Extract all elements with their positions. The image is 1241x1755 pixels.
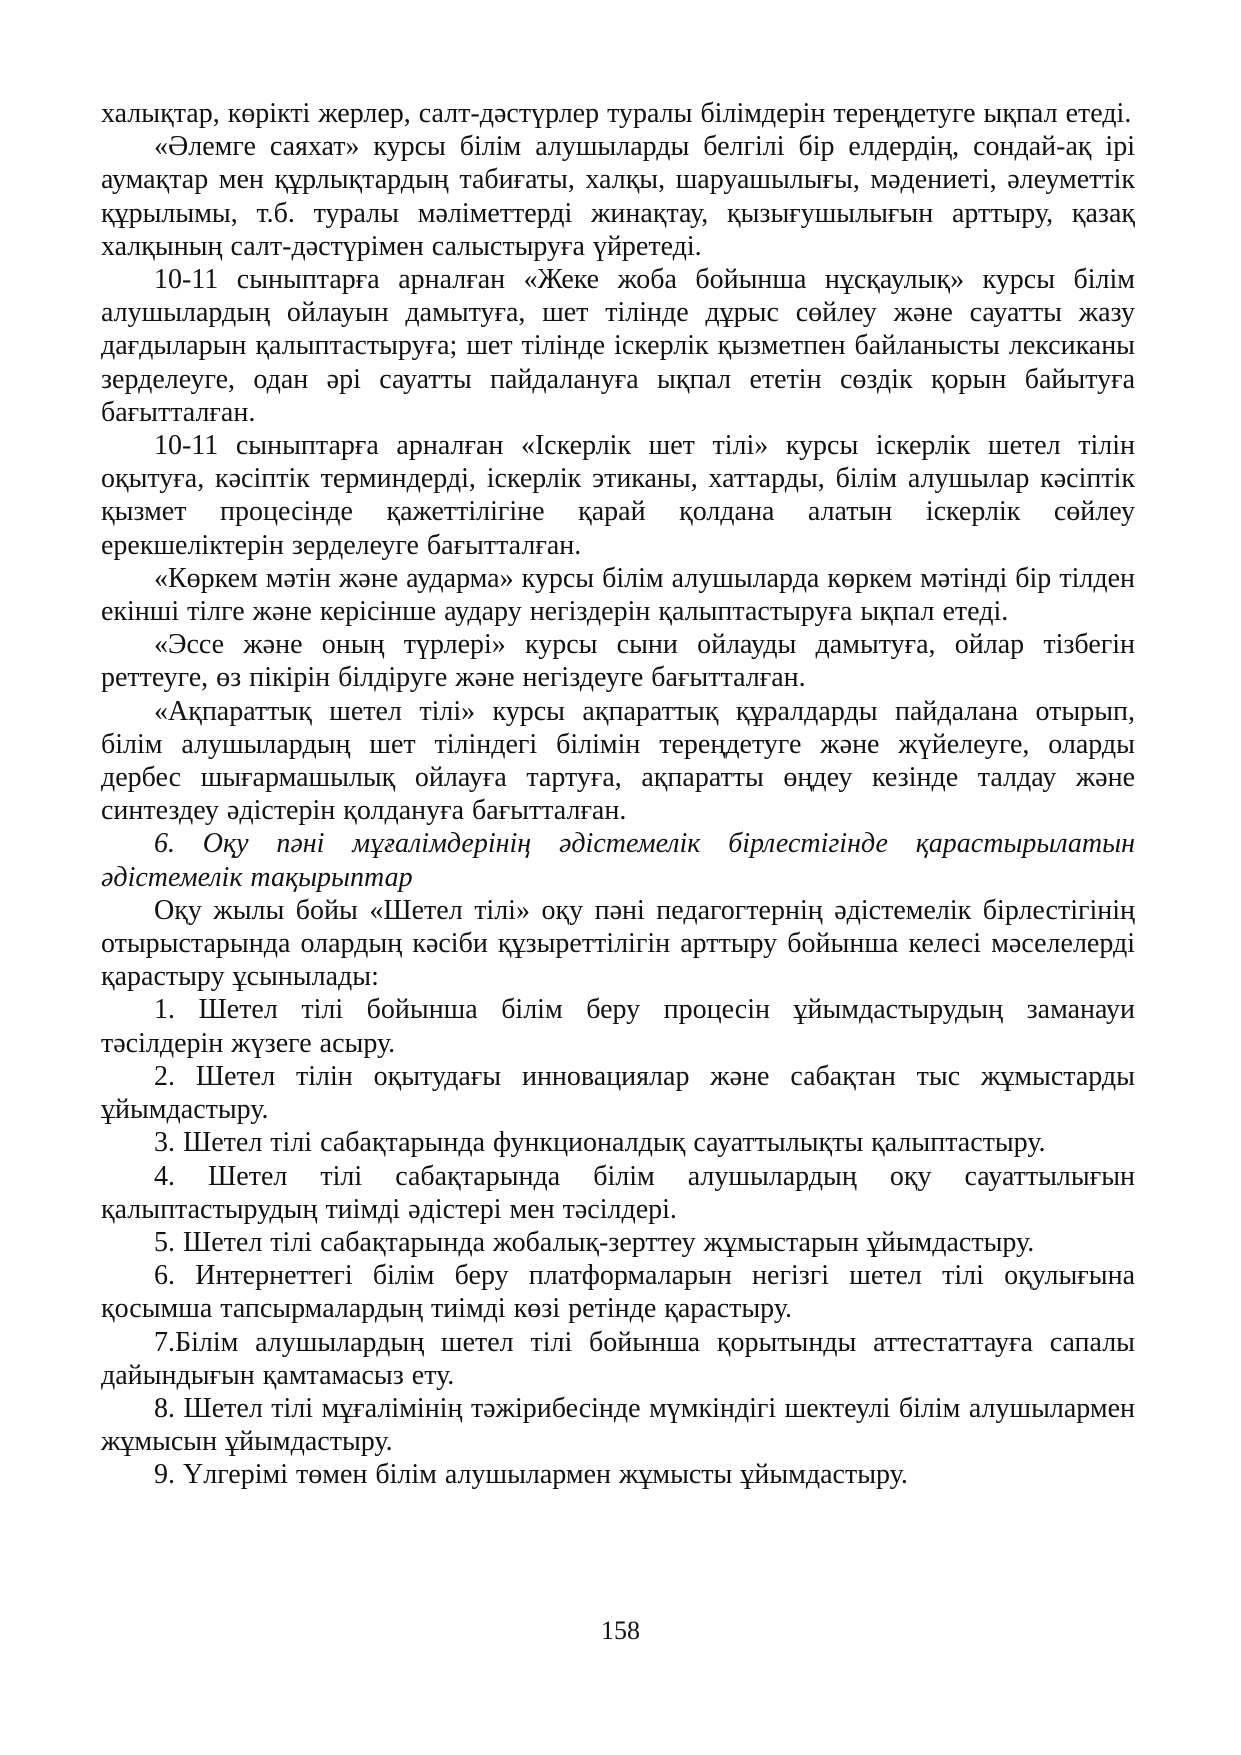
paragraph-continuation: халықтар, көрікті жерлер, салт-дәстүрлер туралы білімдерін тереңдетуге ықпал етеді.: [101, 98, 1132, 129]
paragraph-course-akparattyk-shetel-tili: «Ақпараттық шетел тілі» курсы ақпараттық құралдарды пайдалана отырып, білім алушылардың шет тіліндегі білімін тереңдетуге және жүйелеуге, оларды дербес шығармашылық ойлауға тартуға, ақпаратты өңдеу кезінде талдау және синтездеу әдістерін қолдануға бағытталған.: [101, 695, 1135, 827]
paragraph-course-iskerlik-shet-tili: 10-11 сыныптарға арналған «Іскерлік шет тілі» курсы іскерлік шетел тілін оқытуға, кәсіптік терминдерді, іскерлік этиканы, хаттарды, білім алушылар кәсіптік қызмет процесінде қажеттілігіне қарай қолдана алатын іскерлік сөйлеу ерекшеліктерін зерделеуге бағытталған.: [101, 430, 1135, 561]
list-item-1: 1. Шетел тілі бойынша білім беру процесін ұйымдастырудың заманауи тәсілдерін жүзеге асыру.: [101, 994, 1135, 1059]
section-heading-6: 6. Оқу пәні мұғалімдерінің әдістемелік бірлестігінде қарастырылатын әдістемелік тақырыптар: [101, 828, 1135, 893]
list-item-2: 2. Шетел тілін оқытудағы инновациялар және сабақтан тыс жұмыстарды ұйымдастыру.: [101, 1060, 1135, 1126]
list-item-7: 7.Білім алушылардың шетел тілі бойынша қорытынды аттестаттауға сапалы дайындығын қамтамасыз ету.: [101, 1326, 1135, 1391]
list-item-3: 3. Шетел тілі сабақтарында функционалдық сауаттылықты қалыптастыру.: [154, 1127, 1046, 1159]
paragraph-course-zheke-zhoba: 10-11 сыныптарға арналған «Жеке жоба бойынша нұсқаулық» курсы білім алушылардың ойлауын дамытуға, шет тілінде дұрыс сөйлеу және сауатты жазу дағдыларын қалыптастыруға; шет тілінде іскерлік қызметпен байланысты лексиканы зерделеуге, одан әрі сауатты пайдалануға ықпал ететін сөздік қорын байытуға бағытталған.: [101, 264, 1135, 428]
document-body: [101, 97, 1135, 1492]
paragraph-course-alemge-sayakhat: «Әлемге саяхат» курсы білім алушыларды белгілі бір елдердің, сондай-ақ ірі аумақтар мен құрлықтардың табиғаты, халқы, шаруашылығы, мәдениеті, әлеуметтік құрылымы, т.б. туралы мәліметтерді жинақтау, қызығушылығын арттыру, қазақ халқының салт-дәстүрімен салыстыруға үйретеді.: [101, 131, 1135, 262]
list-item-9: 9. Үлгерімі төмен білім алушылармен жұмысты ұйымдастыру.: [154, 1459, 908, 1491]
list-item-4: 4. Шетел тілі сабақтарында білім алушылардың оқу сауаттылығын қалыптастырудың тиімді әдістері мен тәсілдері.: [101, 1160, 1135, 1225]
list-item-5: 5. Шетел тілі сабақтарында жобалық-зерттеу жұмыстарын ұйымдастыру.: [154, 1226, 1035, 1258]
paragraph-course-esse: «Эссе және оның түрлері» курсы сыни ойлауды дамытуға, ойлар тізбегін реттеуге, өз пікірін білдіруге және негіздеуге бағытталған.: [101, 629, 1135, 694]
paragraph-method-union-intro: Оқу жылы бойы «Шетел тілі» оқу пәні педагогтернің әдістемелік бірлестігінің отырыстарында олардың кәсіби құзыреттілігін арттыру бойынша келесі мәселелерді қарастыру ұсынылады:: [101, 894, 1135, 993]
list-item-8: 8. Шетел тілі мұғалімінің тәжірибесінде мүмкіндігі шектеулі білім алушылармен жұмысын ұйымдастыру.: [101, 1392, 1135, 1458]
paragraph-course-korkem-matin: «Көркем мәтін және аударма» курсы білім алушыларда көркем мәтінді бір тілден екінші тілге және керісінше аудару негіздерін қалыптастыруға ықпал етеді.: [101, 562, 1135, 628]
page-number: 158: [601, 1616, 640, 1645]
list-item-6: 6. Интернеттегі білім беру платформаларын негізгі шетел тілі оқулығына қосымша тапсырмалардың тиімді көзі ретінде қарастыру.: [101, 1260, 1135, 1325]
